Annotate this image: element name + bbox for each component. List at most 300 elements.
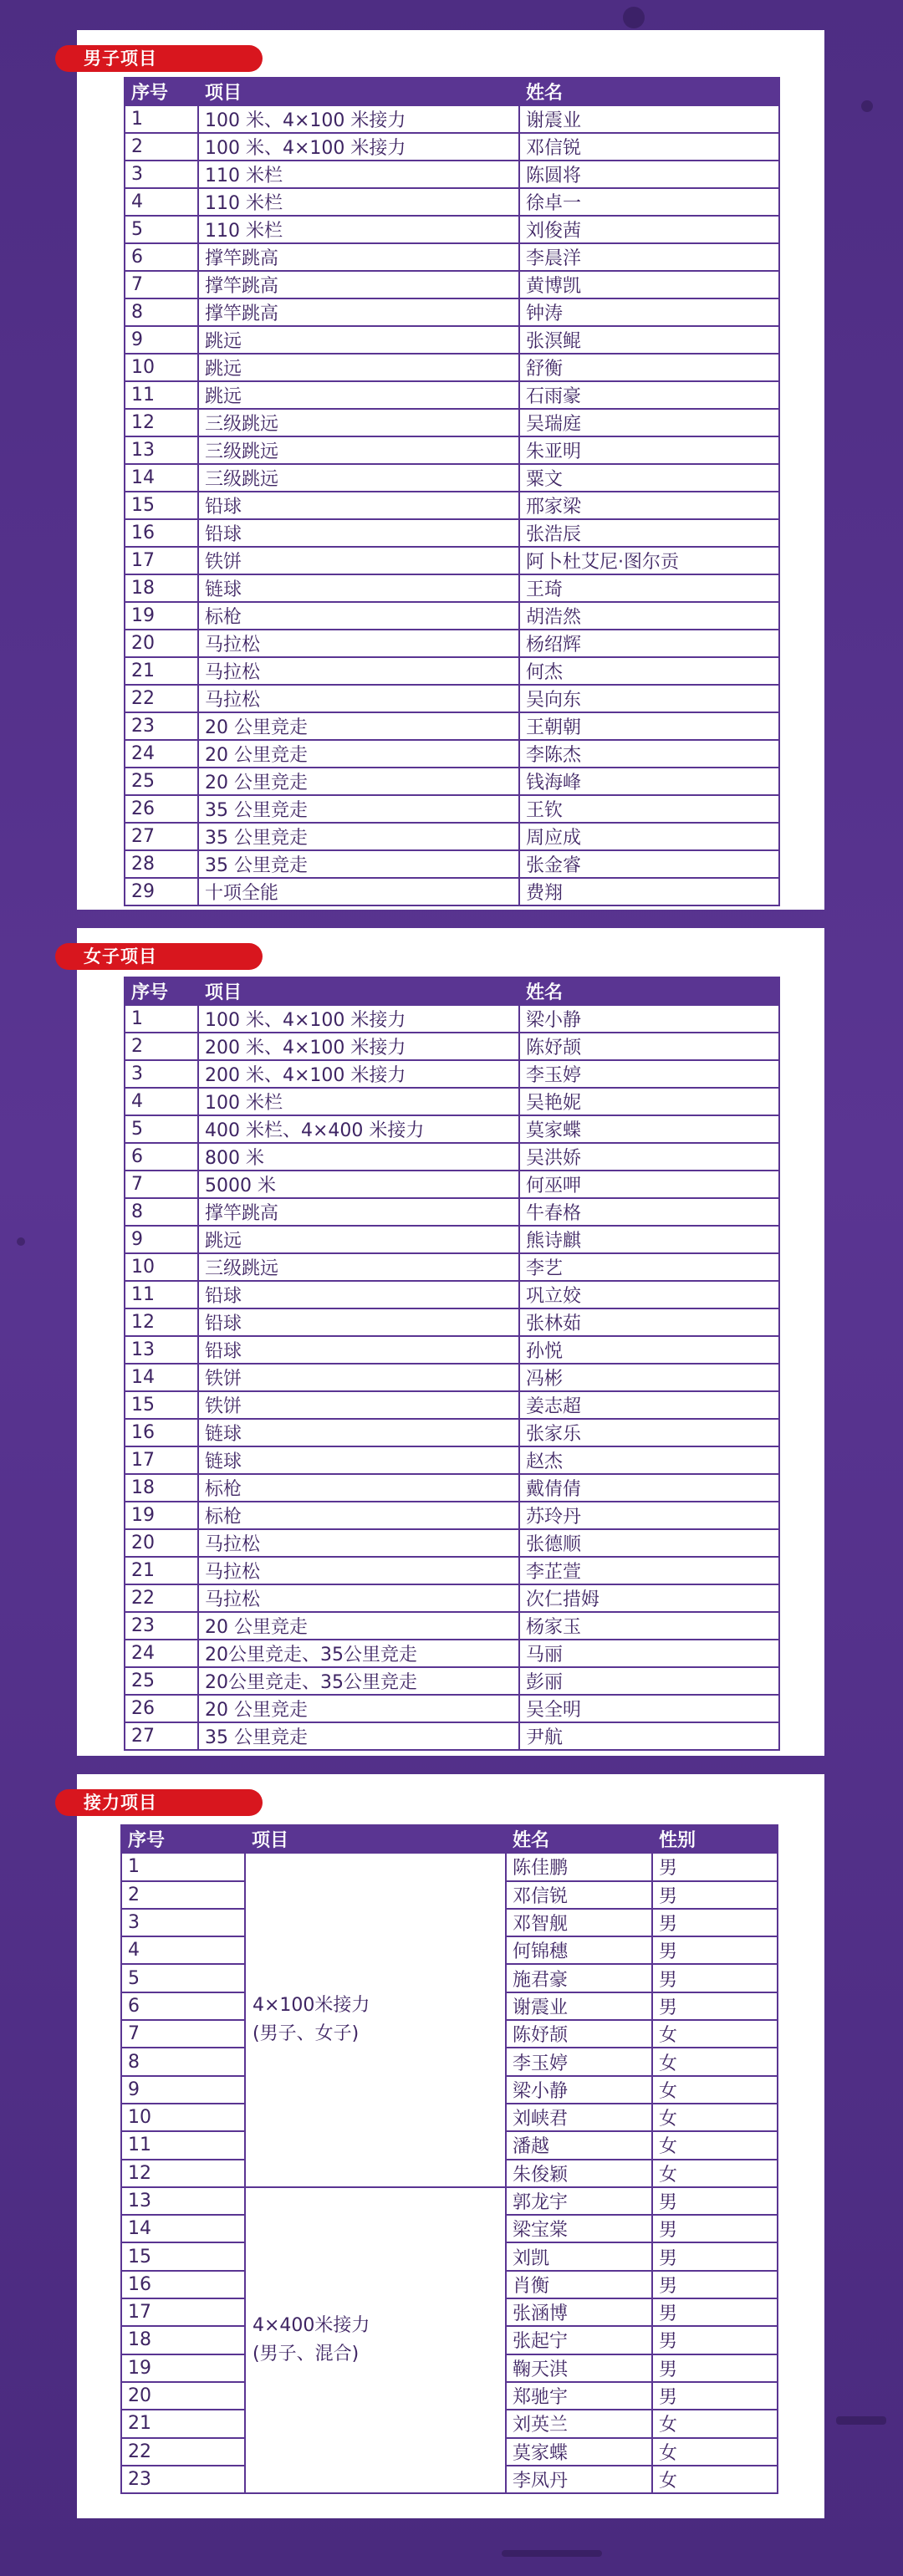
athlete-name: 何杰	[519, 657, 779, 685]
men-section-title: 男子项目	[55, 45, 263, 72]
row-number: 17	[125, 547, 198, 574]
row-number: 6	[125, 1143, 198, 1171]
athlete-name: 邓智舰	[506, 1909, 652, 1936]
table-row	[125, 1502, 779, 1529]
athlete-name: 李玉婷	[506, 2048, 652, 2075]
event-cell: 100 米栏	[198, 1088, 519, 1115]
athlete-name: 李晨洋	[519, 243, 779, 271]
row-number: 27	[125, 823, 198, 850]
header-event: 项目	[245, 1825, 506, 1853]
men-table	[124, 77, 780, 906]
table-row	[125, 492, 779, 519]
table-row	[125, 1419, 779, 1446]
row-number: 10	[121, 2104, 245, 2131]
event-cell: 马拉松	[198, 630, 519, 657]
row-number: 25	[125, 768, 198, 795]
athlete-name: 李芷萱	[519, 1557, 779, 1584]
row-number: 22	[121, 2438, 245, 2466]
athlete-gender: 女	[652, 2048, 778, 2075]
event-cell: 三级跳远	[198, 436, 519, 464]
row-number: 21	[125, 657, 198, 685]
athlete-name: 王钦	[519, 795, 779, 823]
row-number: 9	[125, 326, 198, 354]
bg-speck	[502, 2550, 602, 2557]
athlete-gender: 男	[652, 1881, 778, 1909]
athlete-name: 刘英兰	[506, 2410, 652, 2437]
table-row	[125, 1695, 779, 1722]
athlete-gender: 男	[652, 1992, 778, 2020]
event-cell: 110 米栏	[198, 188, 519, 216]
event-cell: 马拉松	[198, 657, 519, 685]
event-cell: 标枪	[198, 1474, 519, 1502]
relay-section-card	[77, 1774, 824, 2518]
athlete-name: 李玉婷	[519, 1060, 779, 1088]
event-cell: 20公里竞走、35公里竞走	[198, 1640, 519, 1667]
table-row	[125, 547, 779, 574]
event-cell: 撑竿跳高	[198, 298, 519, 326]
table-row	[125, 1446, 779, 1474]
athlete-name: 朱亚明	[519, 436, 779, 464]
event-cell: 200 米、4×100 米接力	[198, 1060, 519, 1088]
row-number: 18	[125, 574, 198, 602]
event-cell: 35 公里竞走	[198, 823, 519, 850]
event-cell: 铅球	[198, 1308, 519, 1336]
relay-table-header-row	[121, 1825, 778, 1853]
table-row	[125, 1364, 779, 1391]
event-cell: 铁饼	[198, 1364, 519, 1391]
event-cell: 马拉松	[198, 1557, 519, 1584]
athlete-gender: 男	[652, 2354, 778, 2382]
event-cell: 三级跳远	[198, 1253, 519, 1281]
table-row	[125, 823, 779, 850]
header-name: 姓名	[519, 977, 779, 1005]
athlete-gender: 男	[652, 2215, 778, 2242]
event-cell: 马拉松	[198, 1529, 519, 1557]
table-row	[125, 685, 779, 712]
table-row	[125, 1336, 779, 1364]
bg-speck	[623, 7, 645, 28]
athlete-gender: 男	[652, 1936, 778, 1964]
athlete-gender: 男	[652, 1909, 778, 1936]
table-row	[125, 768, 779, 795]
table-row	[125, 188, 779, 216]
athlete-gender: 女	[652, 2076, 778, 2104]
table-row	[125, 105, 779, 133]
event-cell: 链球	[198, 1446, 519, 1474]
athlete-name: 刘凯	[506, 2242, 652, 2270]
table-row	[125, 1171, 779, 1198]
table-row	[125, 1612, 779, 1640]
athlete-name: 费翔	[519, 878, 779, 905]
athlete-name: 粟文	[519, 464, 779, 492]
athlete-name: 郑驰宇	[506, 2382, 652, 2410]
athlete-name: 李艺	[519, 1253, 779, 1281]
athlete-name: 周应成	[519, 823, 779, 850]
table-row	[125, 1722, 779, 1750]
athlete-name: 张德顺	[519, 1529, 779, 1557]
row-number: 12	[125, 1308, 198, 1336]
athlete-name: 张起宁	[506, 2326, 652, 2354]
row-number: 16	[121, 2271, 245, 2298]
row-number: 11	[125, 1281, 198, 1308]
row-number: 8	[125, 298, 198, 326]
event-cell: 撑竿跳高	[198, 271, 519, 298]
header-gender: 性别	[652, 1825, 778, 1853]
relay-event-cell	[245, 1853, 506, 2187]
row-number: 20	[121, 2382, 245, 2410]
athlete-name: 陈圆将	[519, 161, 779, 188]
relay-event-category: (男子、女子)	[253, 2023, 360, 2045]
athlete-name: 陈佳鹏	[506, 1853, 652, 1880]
event-cell: 20 公里竞走	[198, 712, 519, 740]
event-cell: 撑竿跳高	[198, 1198, 519, 1226]
relay-event-name: 4×400米接力	[253, 2314, 370, 2336]
row-number: 7	[121, 2020, 245, 2048]
row-number: 17	[125, 1446, 198, 1474]
event-cell: 200 米、4×100 米接力	[198, 1033, 519, 1060]
row-number: 23	[125, 712, 198, 740]
row-number: 18	[125, 1474, 198, 1502]
athlete-name: 马丽	[519, 1640, 779, 1667]
athlete-name: 吴艳妮	[519, 1088, 779, 1115]
event-cell: 20 公里竞走	[198, 768, 519, 795]
row-number: 9	[121, 2076, 245, 2104]
table-row	[125, 354, 779, 381]
row-number: 20	[125, 630, 198, 657]
row-number: 3	[121, 1909, 245, 1936]
athlete-name: 赵杰	[519, 1446, 779, 1474]
athlete-name: 吴向东	[519, 685, 779, 712]
row-number: 15	[121, 2242, 245, 2270]
row-number: 5	[125, 1115, 198, 1143]
row-number: 4	[125, 1088, 198, 1115]
women-table	[124, 977, 780, 1751]
athlete-name: 钟涛	[519, 298, 779, 326]
table-row	[125, 1198, 779, 1226]
row-number: 9	[125, 1226, 198, 1253]
row-number: 14	[121, 2215, 245, 2242]
table-row	[125, 1281, 779, 1308]
athlete-name: 尹航	[519, 1722, 779, 1750]
athlete-name: 黄博凯	[519, 271, 779, 298]
table-row	[125, 1226, 779, 1253]
event-cell: 链球	[198, 1419, 519, 1446]
row-number: 16	[125, 519, 198, 547]
event-cell: 100 米、4×100 米接力	[198, 133, 519, 161]
event-cell: 铅球	[198, 492, 519, 519]
header-no: 序号	[121, 1825, 245, 1853]
athlete-name: 肖衡	[506, 2271, 652, 2298]
event-cell: 20 公里竞走	[198, 740, 519, 768]
bg-speck	[17, 1237, 25, 1246]
event-cell: 35 公里竞走	[198, 795, 519, 823]
table-row	[125, 1391, 779, 1419]
athlete-name: 莫家蝶	[506, 2438, 652, 2466]
athlete-name: 刘俊茜	[519, 216, 779, 243]
row-number: 2	[125, 133, 198, 161]
table-row	[125, 436, 779, 464]
table-row	[125, 243, 779, 271]
athlete-gender: 男	[652, 2326, 778, 2354]
athlete-name: 陈妤颉	[506, 2020, 652, 2048]
athlete-gender: 男	[652, 1964, 778, 1992]
table-row	[125, 1033, 779, 1060]
table-row	[125, 850, 779, 878]
row-number: 26	[125, 1695, 198, 1722]
row-number: 29	[125, 878, 198, 905]
event-cell: 跳远	[198, 381, 519, 409]
athlete-name: 杨绍辉	[519, 630, 779, 657]
bg-speck	[861, 100, 873, 112]
header-name: 姓名	[519, 78, 779, 105]
athlete-name: 李凤丹	[506, 2466, 652, 2493]
athlete-gender: 女	[652, 2131, 778, 2159]
event-cell: 铁饼	[198, 547, 519, 574]
athlete-name: 梁小静	[519, 1005, 779, 1033]
event-cell: 三级跳远	[198, 409, 519, 436]
row-number: 6	[121, 1992, 245, 2020]
event-cell: 35 公里竞走	[198, 1722, 519, 1750]
event-cell: 撑竿跳高	[198, 243, 519, 271]
header-no: 序号	[125, 977, 198, 1005]
event-cell: 铅球	[198, 519, 519, 547]
event-cell: 三级跳远	[198, 464, 519, 492]
event-cell: 标枪	[198, 1502, 519, 1529]
table-row	[125, 1474, 779, 1502]
athlete-gender: 女	[652, 2160, 778, 2187]
table-row	[125, 1115, 779, 1143]
row-number: 24	[125, 1640, 198, 1667]
athlete-name: 潘越	[506, 2131, 652, 2159]
row-number: 8	[121, 2048, 245, 2075]
women-section-card	[77, 928, 824, 1756]
athlete-name: 张家乐	[519, 1419, 779, 1446]
men-table-header-row	[125, 78, 779, 105]
row-number: 23	[125, 1612, 198, 1640]
row-number: 28	[125, 850, 198, 878]
athlete-name: 巩立姣	[519, 1281, 779, 1308]
athlete-gender: 女	[652, 2104, 778, 2131]
row-number: 4	[125, 188, 198, 216]
athlete-name: 苏玲丹	[519, 1502, 779, 1529]
table-row	[121, 1853, 778, 1880]
athlete-name: 邓信锐	[519, 133, 779, 161]
table-row	[125, 519, 779, 547]
athlete-gender: 男	[652, 1853, 778, 1880]
women-section-title: 女子项目	[55, 943, 263, 970]
table-row	[125, 1005, 779, 1033]
relay-event-category: (男子、混合)	[253, 2343, 360, 2364]
row-number: 18	[121, 2326, 245, 2354]
row-number: 8	[125, 1198, 198, 1226]
athlete-name: 胡浩然	[519, 602, 779, 630]
athlete-name: 谢震业	[519, 105, 779, 133]
row-number: 14	[125, 1364, 198, 1391]
athlete-name: 戴倩倩	[519, 1474, 779, 1502]
athlete-name: 张涵博	[506, 2298, 652, 2326]
row-number: 11	[121, 2131, 245, 2159]
event-cell: 20 公里竞走	[198, 1612, 519, 1640]
header-name: 姓名	[506, 1825, 652, 1853]
athlete-name: 梁小静	[506, 2076, 652, 2104]
row-number: 5	[125, 216, 198, 243]
row-number: 21	[125, 1557, 198, 1584]
row-number: 14	[125, 464, 198, 492]
athlete-name: 吴瑞庭	[519, 409, 779, 436]
table-row	[125, 1253, 779, 1281]
row-number: 27	[125, 1722, 198, 1750]
header-no: 序号	[125, 78, 198, 105]
row-number: 2	[121, 1881, 245, 1909]
athlete-name: 何锦穗	[506, 1936, 652, 1964]
athlete-gender: 女	[652, 2020, 778, 2048]
row-number: 15	[125, 1391, 198, 1419]
athlete-name: 牛春格	[519, 1198, 779, 1226]
row-number: 23	[121, 2466, 245, 2493]
table-row	[125, 1584, 779, 1612]
athlete-name: 陈妤颉	[519, 1033, 779, 1060]
table-row	[125, 602, 779, 630]
header-event: 项目	[198, 977, 519, 1005]
row-number: 17	[121, 2298, 245, 2326]
row-number: 10	[125, 1253, 198, 1281]
athlete-name: 钱海峰	[519, 768, 779, 795]
row-number: 12	[125, 409, 198, 436]
table-row	[125, 161, 779, 188]
athlete-name: 姜志超	[519, 1391, 779, 1419]
table-row	[125, 381, 779, 409]
athlete-gender: 男	[652, 2298, 778, 2326]
row-number: 1	[125, 105, 198, 133]
athlete-name: 杨家玉	[519, 1612, 779, 1640]
table-row	[125, 216, 779, 243]
athlete-name: 次仁措姆	[519, 1584, 779, 1612]
row-number: 20	[125, 1529, 198, 1557]
header-event: 项目	[198, 78, 519, 105]
table-row	[125, 1143, 779, 1171]
relay-section-title: 接力项目	[55, 1789, 263, 1816]
row-number: 5	[121, 1964, 245, 1992]
table-row	[125, 657, 779, 685]
table-row	[125, 464, 779, 492]
table-row	[125, 740, 779, 768]
table-row	[125, 1640, 779, 1667]
athlete-name: 吴洪娇	[519, 1143, 779, 1171]
row-number: 7	[125, 271, 198, 298]
event-cell: 100 米、4×100 米接力	[198, 105, 519, 133]
relay-event-name: 4×100米接力	[253, 1995, 370, 2017]
athlete-name: 王朝朝	[519, 712, 779, 740]
relay-event-cell	[245, 2187, 506, 2493]
event-cell: 5000 米	[198, 1171, 519, 1198]
row-number: 24	[125, 740, 198, 768]
athlete-name: 徐卓一	[519, 188, 779, 216]
athlete-gender: 女	[652, 2438, 778, 2466]
event-cell: 跳远	[198, 354, 519, 381]
table-row	[125, 1060, 779, 1088]
table-row	[125, 878, 779, 905]
table-row	[125, 574, 779, 602]
athlete-name: 孙悦	[519, 1336, 779, 1364]
men-section-card	[77, 30, 824, 910]
event-cell: 链球	[198, 574, 519, 602]
event-cell: 铅球	[198, 1336, 519, 1364]
event-cell: 110 米栏	[198, 216, 519, 243]
table-row	[121, 2187, 778, 2215]
table-row	[125, 298, 779, 326]
row-number: 1	[121, 1853, 245, 1880]
row-number: 13	[121, 2187, 245, 2215]
athlete-name: 邓信锐	[506, 1881, 652, 1909]
table-row	[125, 409, 779, 436]
table-row	[125, 712, 779, 740]
athlete-name: 熊诗麒	[519, 1226, 779, 1253]
event-cell: 铅球	[198, 1281, 519, 1308]
athlete-name: 吴全明	[519, 1695, 779, 1722]
table-row	[125, 326, 779, 354]
athlete-name: 谢震业	[506, 1992, 652, 2020]
athlete-name: 鞠天淇	[506, 2354, 652, 2382]
row-number: 11	[125, 381, 198, 409]
athlete-name: 李陈杰	[519, 740, 779, 768]
row-number: 16	[125, 1419, 198, 1446]
row-number: 22	[125, 685, 198, 712]
event-cell: 100 米、4×100 米接力	[198, 1005, 519, 1033]
athlete-name: 莫家蝶	[519, 1115, 779, 1143]
athlete-name: 邢家梁	[519, 492, 779, 519]
row-number: 21	[121, 2410, 245, 2437]
athlete-name: 王琦	[519, 574, 779, 602]
row-number: 19	[125, 1502, 198, 1529]
row-number: 22	[125, 1584, 198, 1612]
athlete-gender: 男	[652, 2271, 778, 2298]
row-number: 15	[125, 492, 198, 519]
athlete-name: 石雨豪	[519, 381, 779, 409]
event-cell: 马拉松	[198, 685, 519, 712]
athlete-name: 刘峡君	[506, 2104, 652, 2131]
athlete-gender: 男	[652, 2187, 778, 2215]
relay-table	[120, 1824, 778, 2494]
table-row	[125, 1557, 779, 1584]
row-number: 13	[125, 1336, 198, 1364]
athlete-name: 舒衡	[519, 354, 779, 381]
row-number: 2	[125, 1033, 198, 1060]
event-cell: 十项全能	[198, 878, 519, 905]
row-number: 3	[125, 161, 198, 188]
event-cell: 20公里竞走、35公里竞走	[198, 1667, 519, 1695]
row-number: 25	[125, 1667, 198, 1695]
event-cell: 800 米	[198, 1143, 519, 1171]
table-row	[125, 133, 779, 161]
row-number: 10	[125, 354, 198, 381]
athlete-gender: 女	[652, 2410, 778, 2437]
table-row	[125, 271, 779, 298]
bg-speck	[836, 2416, 886, 2425]
event-cell: 铁饼	[198, 1391, 519, 1419]
table-row	[125, 1667, 779, 1695]
athlete-name: 朱俊颖	[506, 2160, 652, 2187]
athlete-name: 施君豪	[506, 1964, 652, 1992]
athlete-name: 何巫呷	[519, 1171, 779, 1198]
athlete-gender: 女	[652, 2466, 778, 2493]
women-table-header-row	[125, 977, 779, 1005]
athlete-name: 张溟鲲	[519, 326, 779, 354]
athlete-name: 张金睿	[519, 850, 779, 878]
event-cell: 110 米栏	[198, 161, 519, 188]
event-cell: 400 米栏、4×400 米接力	[198, 1115, 519, 1143]
athlete-name: 阿卜杜艾尼·图尔贡	[519, 547, 779, 574]
row-number: 6	[125, 243, 198, 271]
